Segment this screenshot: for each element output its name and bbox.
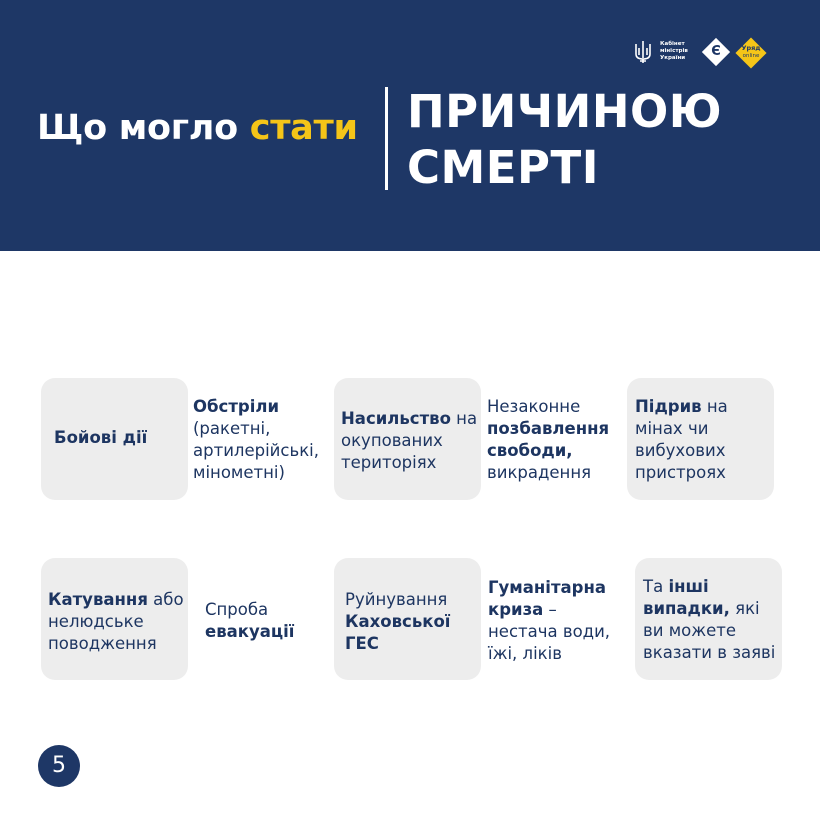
diia-logo-letter: Є xyxy=(711,44,721,59)
item-evacuation-bold: евакуації xyxy=(205,622,295,641)
item-combat xyxy=(54,427,184,449)
item-torture xyxy=(48,589,186,655)
item-dam xyxy=(345,589,475,655)
item-evacuation-text: Спроба xyxy=(205,600,269,619)
item-dam-bold: Каховської ГЕС xyxy=(345,612,451,653)
item-shelling-bold: Обстріли xyxy=(193,397,280,416)
header-banner xyxy=(0,0,820,251)
cabinet-logo-text xyxy=(660,41,688,62)
uriad-logo-line1: Уряд xyxy=(741,44,761,52)
item-humanitarian xyxy=(488,577,623,665)
item-evacuation xyxy=(205,599,330,643)
cabinet-line-1: Кабінет xyxy=(660,41,685,47)
item-detention-bold: позбавлення свободи, xyxy=(487,419,610,460)
item-detention xyxy=(487,396,622,484)
item-violence-bold: Насильство xyxy=(341,409,451,428)
item-torture-bold: Катування xyxy=(48,590,148,609)
title-right-line2: СМЕРТІ xyxy=(407,141,599,194)
item-detention-text1: Незаконне xyxy=(487,397,581,416)
page-number: 5 xyxy=(38,745,80,787)
title-left xyxy=(37,108,358,148)
item-violence-text: на окупованих територіях xyxy=(341,409,478,472)
trident-icon xyxy=(634,40,652,64)
item-violence xyxy=(341,408,479,474)
uriad-logo-line2: online xyxy=(742,53,760,59)
item-torture-text: або нелюдське поводження xyxy=(48,590,184,653)
item-mines-bold: Підрив xyxy=(635,397,702,416)
item-combat-bold: Бойові дії xyxy=(54,428,148,447)
title-right xyxy=(407,84,722,196)
item-other-bold: інші випадки, xyxy=(643,577,730,618)
cabinet-line-2: міністрів xyxy=(660,48,688,54)
item-other-text1: Та xyxy=(643,577,669,596)
item-other xyxy=(643,576,779,664)
item-other-text2: які ви можете вказати в заяві xyxy=(643,599,776,662)
title-right-line1: ПРИЧИНОЮ xyxy=(407,85,723,138)
item-detention-text2: викрадення xyxy=(487,463,592,482)
item-dam-text: Руйнування xyxy=(345,590,448,609)
item-humanitarian-text: – нестача води, їжі, ліків xyxy=(488,600,611,663)
title-divider xyxy=(385,87,388,190)
title-left-text: Що могло xyxy=(37,108,250,148)
title-highlight: стати xyxy=(249,108,358,148)
item-mines-text: на мінах чи вибухових пристроях xyxy=(635,397,728,482)
item-shelling xyxy=(193,396,333,484)
item-humanitarian-bold: Гуманітарна криза xyxy=(488,578,606,619)
item-shelling-text: (ракетні, артилерійські, мінометні) xyxy=(193,419,319,482)
item-mines xyxy=(635,396,771,484)
cabinet-line-3: України xyxy=(660,55,686,61)
